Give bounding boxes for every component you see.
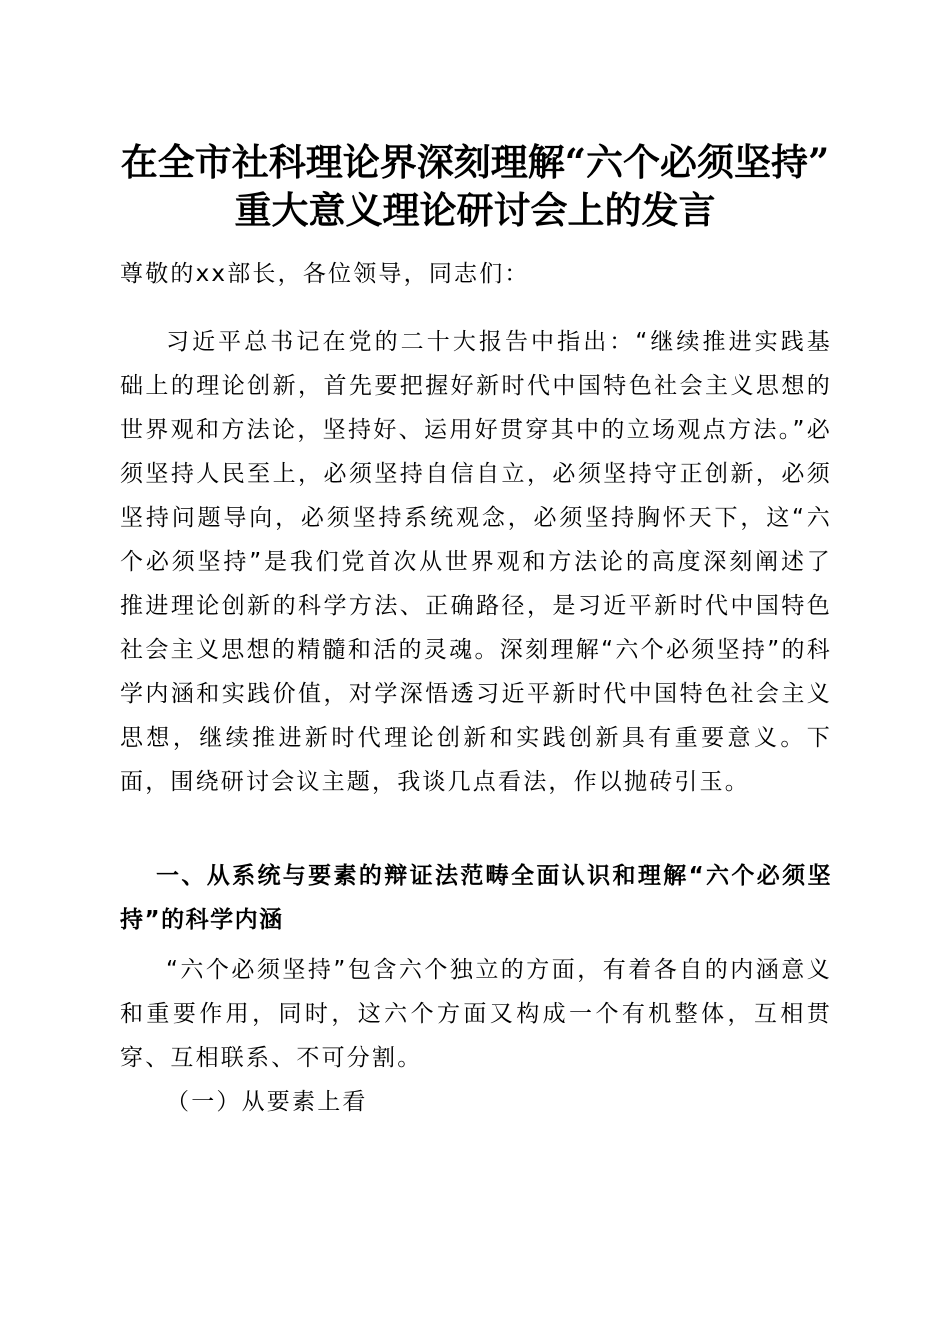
- paragraph-2: “六个必须坚持”包含六个独立的方面，有着各自的内涵意义和重要作用，同时，这六个方面又构成一个有机整体，互相贯穿、互相联系、不可分割。: [120, 957, 832, 1071]
- section-heading-1: 一、从系统与要素的辩证法范畴全面认识和理解“六个必须坚持”的科学内涵: [120, 863, 832, 933]
- paragraph-1: 习近平总书记在党的二十大报告中指出：“继续推进实践基础上的理论创新，首先要把握好新时代中国特色社会主义思想的世界观和方法论，坚持好、运用好贯穿其中的立场观点方法。”必须坚持人民至上，必须坚持自信自立，必须坚持守正创新，必须坚持问题导向，必须坚持系统观念，必须坚持胸怀天下，这“六个必须坚持”是我们党首次从世界观和方法论的高度深刻阐述了推进理论创新的科学方法、正确路径，是习近平新时代中国特色社会主义思想的精髓和活的灵魂。深刻理解“六个必须坚持”的科学内涵和实践价值，对学深悟透习近平新时代中国特色社会主义思想，继续推进新时代理论创新和实践创新具有重要意义。下面，围绕研讨会议主题，我谈几点看法，作以抛砖引玉。: [120, 329, 832, 795]
- salutation: 尊敬的xx部长，各位领导，同志们：: [120, 261, 530, 287]
- document-title-line-2: 重大意义理论研讨会上的发言: [234, 188, 716, 232]
- subsection-heading-1: （一）从要素上看: [166, 1089, 368, 1115]
- document-title-line-1: 在全市社科理论界深刻理解“六个必须坚持”: [120, 140, 830, 184]
